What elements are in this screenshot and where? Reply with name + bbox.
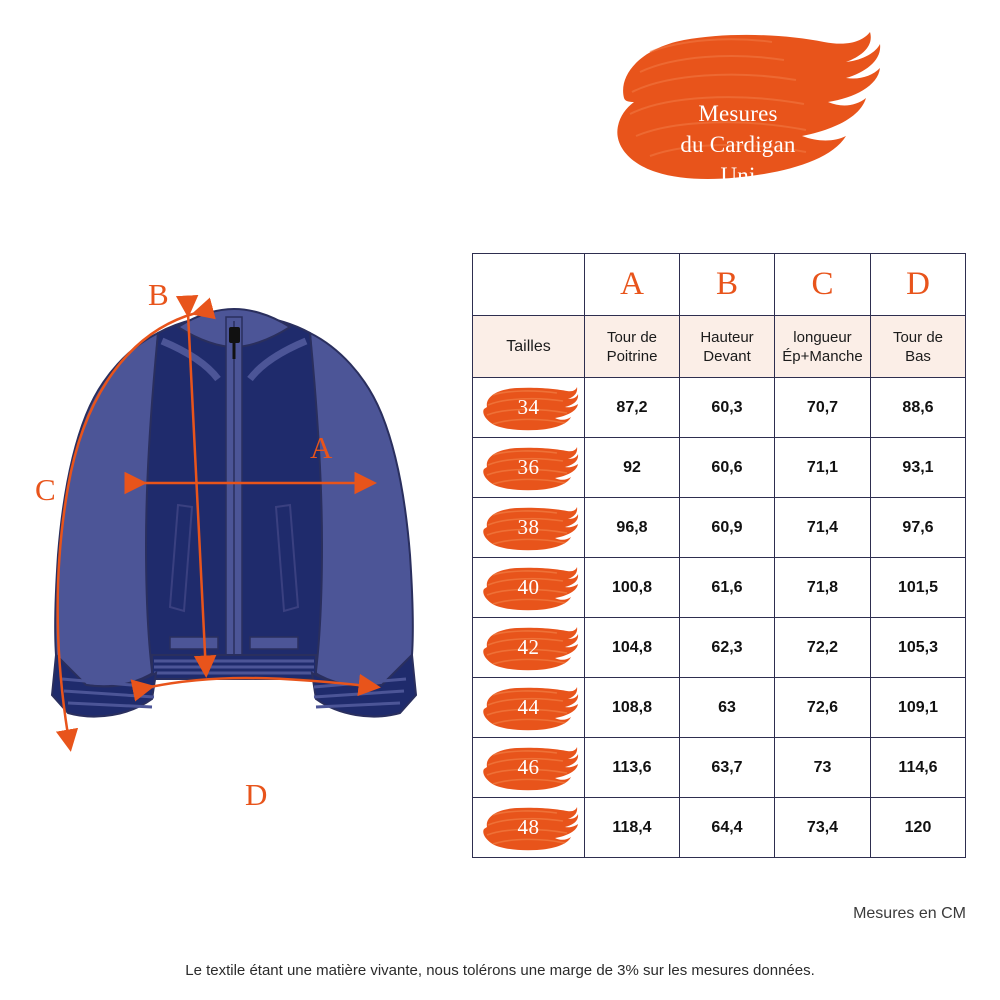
diagram-letter-c: C	[35, 472, 56, 507]
letter-cell-a: A	[585, 254, 680, 316]
column-header-chest-line1: Tour de	[606, 328, 658, 346]
zipper-slider	[229, 327, 240, 343]
column-header-hem-line1: Tour de	[892, 328, 944, 346]
column-header-chest-line2: Poitrine	[606, 347, 658, 365]
measurements-table-wrapper	[472, 253, 966, 858]
table-row	[473, 438, 966, 498]
left-pocket-opening	[170, 637, 218, 649]
column-header-front-height	[680, 316, 775, 378]
size-badge	[479, 385, 579, 431]
measurement-cell: 60,9	[680, 498, 775, 558]
letter-cell-empty	[473, 254, 585, 316]
size-badge	[479, 445, 579, 491]
measurement-cell: 72,2	[775, 618, 871, 678]
measurement-cell: 113,6	[585, 738, 680, 798]
title-line-3: Uni	[720, 163, 756, 188]
size-label: 34	[517, 395, 540, 419]
right-sleeve	[310, 333, 413, 686]
measurement-cell: 93,1	[871, 438, 966, 498]
title-line-2: du Cardigan	[680, 132, 796, 157]
table-row	[473, 558, 966, 618]
measurement-cell: 104,8	[585, 618, 680, 678]
measurement-cell: 108,8	[585, 678, 680, 738]
size-cell	[473, 498, 585, 558]
column-header-front-height-line1: Hauteur	[700, 328, 754, 346]
measurement-cell: 61,6	[680, 558, 775, 618]
title-line-1: Mesures	[698, 101, 778, 126]
measurement-cell: 72,6	[775, 678, 871, 738]
size-badge	[479, 685, 579, 731]
size-label: 42	[517, 635, 540, 659]
size-badge	[479, 745, 579, 791]
page-title	[588, 98, 888, 191]
size-cell	[473, 378, 585, 438]
letter-cell-d: D	[871, 254, 966, 316]
measurement-cell: 114,6	[871, 738, 966, 798]
size-badge	[479, 565, 579, 611]
measurement-cell: 63,7	[680, 738, 775, 798]
size-label: 40	[517, 575, 540, 599]
table-row	[473, 378, 966, 438]
measurement-cell: 96,8	[585, 498, 680, 558]
measurement-cell: 88,6	[871, 378, 966, 438]
size-badge	[479, 505, 579, 551]
cardigan-illustration	[10, 255, 460, 825]
letter-cell-c: C	[775, 254, 871, 316]
right-pocket-opening	[250, 637, 298, 649]
measurement-cell: 71,4	[775, 498, 871, 558]
tolerance-note: Le textile étant une matière vivante, nous tolérons une marge de 3% sur les mesures données.	[185, 962, 815, 979]
table-row	[473, 798, 966, 858]
measurement-cell: 92	[585, 438, 680, 498]
measurement-cell: 120	[871, 798, 966, 858]
measurement-cell: 73	[775, 738, 871, 798]
column-header-hem	[871, 316, 966, 378]
column-header-sizes: Tailles	[473, 316, 585, 378]
size-label: 46	[517, 755, 540, 779]
size-label: 48	[517, 815, 540, 839]
unit-note: Mesures en CM	[853, 905, 966, 922]
size-cell	[473, 678, 585, 738]
size-cell	[473, 438, 585, 498]
diagram-letter-b: B	[148, 277, 169, 312]
measurement-cell: 87,2	[585, 378, 680, 438]
table-row	[473, 738, 966, 798]
measurement-cell: 60,3	[680, 378, 775, 438]
measurement-cell: 97,6	[871, 498, 966, 558]
table-row	[473, 498, 966, 558]
measurement-cell: 105,3	[871, 618, 966, 678]
table-letter-header-row	[473, 254, 966, 316]
measurements-table	[472, 253, 966, 858]
size-label: 38	[517, 515, 540, 539]
table-body	[473, 378, 966, 858]
title-block	[588, 26, 888, 206]
size-cell	[473, 738, 585, 798]
size-label: 44	[517, 695, 540, 719]
table-header-row	[473, 316, 966, 378]
size-badge	[479, 805, 579, 851]
column-header-front-height-line2: Devant	[703, 347, 751, 365]
diagram-letter-a: A	[310, 430, 333, 465]
measurement-cell: 118,4	[585, 798, 680, 858]
column-header-chest	[585, 316, 680, 378]
measurement-cell: 73,4	[775, 798, 871, 858]
measurement-cell: 64,4	[680, 798, 775, 858]
measurement-cell: 70,7	[775, 378, 871, 438]
measurement-cell: 63	[680, 678, 775, 738]
column-header-sleeve-length-line1: longueur	[793, 328, 852, 346]
column-header-sleeve-length	[775, 316, 871, 378]
column-header-hem-line2: Bas	[905, 347, 931, 365]
size-label: 36	[517, 455, 540, 479]
measurement-cell: 71,8	[775, 558, 871, 618]
measurement-cell: 100,8	[585, 558, 680, 618]
size-badge	[479, 625, 579, 671]
column-header-sleeve-length-line2: Ép+Manche	[782, 347, 863, 365]
table-row	[473, 678, 966, 738]
letter-cell-b: B	[680, 254, 775, 316]
measurement-cell: 101,5	[871, 558, 966, 618]
measurement-cell: 109,1	[871, 678, 966, 738]
measurement-cell: 71,1	[775, 438, 871, 498]
size-cell	[473, 618, 585, 678]
left-sleeve	[55, 333, 158, 686]
diagram-letter-d: D	[245, 777, 268, 812]
measurement-cell: 60,6	[680, 438, 775, 498]
measurement-cell: 62,3	[680, 618, 775, 678]
table-row	[473, 618, 966, 678]
size-cell	[473, 798, 585, 858]
size-cell	[473, 558, 585, 618]
